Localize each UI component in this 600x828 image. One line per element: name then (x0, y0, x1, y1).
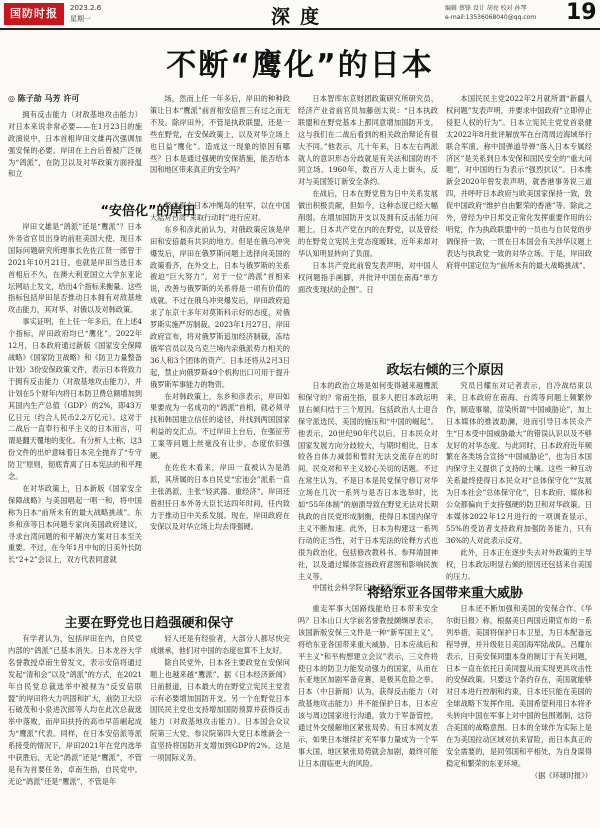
editors-credit: 编辑 蔡锋 设计 胡亮 校对 孙琴 e-mail:13536068040@qq.com (445, 5, 537, 21)
subheading-opposition-parties: 主要在野党也日趋强硬和保守 (64, 616, 234, 631)
column-2b (150, 633, 290, 823)
paragraph: 岸田文雄是“鸽派”还是“鹰派”？日本外务省官员出身的前驻美国大使、现日本国际问题研究所理事长佐佐江贤一郎曾于2021年10月21日，也就是岸田当选日本首相后不久，在澳大利亚国立大学东亚论坛网站上发文，给出4个指标来衡量。这些指标包括岸田是否推动日本拥有对敌基地攻击能力，其对华、对俄以及对韩政策。 (8, 222, 142, 315)
byline: ◎ 陈子劼 马芳 许可 (8, 94, 80, 103)
paragraph: 场，然而上任一年多后，岸田的种种政策让日本“鹰派”前首相安倍晋三有过之而无不及。除岸田外，不管是执政联盟，还是一些在野党，在安保政策上，以及对华立场上也日益“鹰化”。造成这一现象的原因有哪些？日本是通过强硬的安保措施，能否给本国和地区带来真正的安全吗？ (150, 94, 290, 175)
paragraph: 日本还不断加强和美国的安保合作。《华尔街日报》称，根据美日两国近期宣布的一系列举措，美国将保护日本卫星，为日本配备远程导弹，并升级驻日美国海军陆战队。吕耀东表示，日美安保同盟本身的制订于有关问题，日本一直在依托日美同盟从而实现更具攻击性的安保政策。只要这个条约存在，美国就能够对日本进行控制和约束，日本还只能在美国的全球战略下发挥作用。美国希望利用日本将矛头转向中国在军事上对中国的包围遏制，这符合美国的战略意图。日本的全球作为实际上是在为美国拉动区域对抗来冒险，而日本真正的安全需要的，是同邻国和平相处，为自身谋得稳定和繁荣的东亚环境。 (446, 604, 592, 768)
column-4 (446, 93, 592, 355)
paragraph: 中国社会科学院日本研究所研 (312, 583, 406, 593)
newspaper-logo: 国防时报 (4, 3, 64, 25)
masthead (0, 0, 600, 30)
section-title: 深度 (270, 6, 329, 28)
paragraph: 在对华政策上，日本新版《国家安全保障战略》与美国唱起一唱一和，将中国称为日本“前所未有的最大战略挑战”。东乡和彦等日本问题专家向美国政府建议，寻求台湾问题的和平解决方案对日本至关重要。不过，在今年1月中旬的日美外长防长“2+2”会议上，双方代表同意就 (8, 483, 142, 565)
column-3 (298, 93, 438, 355)
paragraph: 在佐佐木看来，岸田一直被认为是鸽派，其所属的日本自民党“宏池会”派系一直主张鸽派，主张“轻武器、重经济”。岸田还曾担任日本外务大臣长达四年时间，任内致力于推动日中关系发展。现在，岸田政府在安保以及对华立场上均去得强硬。 (150, 462, 290, 532)
column-2 (150, 200, 290, 606)
column-1 (8, 221, 142, 606)
intro-column (8, 93, 142, 193)
issue-date: 2023.2.6 星期一 (70, 4, 102, 23)
paragraph: 此外，日本正在逐步失去对外政策的主导权，日本政坛明显右倾的原因还包括来自美国的压力。 (446, 547, 592, 581)
paragraph: 日本智库东京财团政策研究所研究员、经济产业省前官员加藤创太说：“日本执政联盟和在野党基本上都同意增加国防开支，这与我们在二战后看到的相关政治辩论有很大不同。”他表示，几十年来，日本左右两派就人的意识形态分歧就是有关法和国防的不同立场。1960年，数百万人走上街头，反对与美国签订新安全条约。 (298, 94, 438, 187)
column-4c (446, 603, 592, 823)
paragraph: 日本共产党此前曾发表声明，对中国人权问题指手画脚，并批评中国在南海“单方面改变现状的企图”。日 (298, 260, 438, 294)
issue-weekday: 星期一 (70, 15, 91, 23)
paragraph: 日本的政治立场是如何变得越来越鹰派和保守的？常南生指，很多人把日本政坛明显右倾归结于三个原因。包括政治人士迎合保守派选民、美国的施压和“中国的崛起”。他表示，20世纪90年代以后，日本民众对国家发展方向分歧较大，与期时相比，日本较各自体力减弱和暂时无法交流存在的时间。民众对和平主义较心关切的话题。不过在常生认为，不是日本是民党保守修订对华立场在几次一系列与是否日本选举时，比如“55年体制”的崩溃导致在野党无法对长期执政的自民党形成制衡，使得日本国内保守主义不断加速。此外，日本为构建这一系列行动的正当性，对于日本宪法的诠释方式也很为政治化，包括修改教科书、参拜靖国神社，以及通过媒体宣扬政府意图和影响民族主义等。 (298, 381, 438, 581)
paragraph: 究员吕耀东对记者表示，自冷战结束以来，日本政府在南海、台湾等问题上频繁炒作，制造事端，渲染所谓“中国威胁论”，加上日本媒体的推波助澜，进而引导日本民众产生“日本受中国威胁最大”的错误认识以及不够友好的对华态度。与此同时，日本政府近年频繁在各类场合宣扬“中国威胁论”，也为日本国内保守主义提供了支持的土壤。这些一种互动关系最终使得日本民众对“总体保守化”“发展为日本社会”总体保守化”，日本政府、媒体和公众都偏向于支持强硬的防卫和对华政策。日本媒体2022年12月进行的一项调查显示，55%的受访者支持政府加强防务能力，只有36%的人对此表示反对。 (446, 381, 592, 545)
subheading-threat: 将给东亚各国带来重大威胁 (366, 586, 523, 601)
column-1b (8, 633, 142, 823)
article-headline: 不断“鹰化”的日本 (166, 48, 434, 83)
subheading-anbeihua: “安倍化”的岸田 (100, 204, 196, 219)
paragraph: 在战后，日本在野党曾为日中关系发展做出积极贡献，但如今，这种态度已经大幅削弱。在增加国防开支以及拥有反击能力问题上，日本共产党在内的在野党，以及曾经的在野党立宪民主党态度暧昧，近年来却对华认知明显转向了负面。 (298, 189, 438, 258)
paragraph: 整类军在日本冲绳岛的驻军，以在中国大陆对台湾“采取行动时”进行应对。 (150, 201, 290, 222)
paragraph: 轻人还是有经验者，大部分人都尽快完成继承，他们对中国的态度也算不上友好。 (150, 634, 290, 655)
column-3c (298, 603, 438, 823)
paragraph: 在对韩政策上，东乡和彦表示，岸田如果要成为一名成功的“鸽派”首相，就必须寻找和韩国建立信任的途径，并找到两国国家利益的交汇点。不过岸田上台后，在强征劳工案等问题上丝毫没有让步，态度依旧强硬。 (150, 391, 290, 461)
column-3b (298, 380, 438, 593)
intro-paragraph: 拥有反击能力（对敌基地攻击能力）对日本来说非常必要——在1月23日的施政演说中，日本首相岸田文雄再次强调加强安保的必要。岸田在上台后曾被广泛视为“鸽派”，在防卫以及对华政策方面持温和立 (8, 109, 142, 179)
paragraph: 有学者认为，包括岸田在内，自民党内部的“鸽派”已基本消失。日本龙谷大学名誉教授卓南生曾发文，表示安倍将通过发起“清和会”以及“鸽派”的方式，在2021年自民党总裁选举中被视为“反安倍联盟”的岸田将大力巩固和扩大，前防卫大臣石破茂和小泉进次郎等人均在此次总裁选举中落败，而岸田扶持的高市早苗崛起成为“鹰派”代表。同样，在日本安倍派等派系接受的情况下，岸田2021年在党内选举中获胜后，无论“鸽派”还是“鹰派”，不管是有为首要任务，卓南生指，自民党中，无论“鸽派”还是“鹰派”，不管是年 (8, 634, 142, 786)
paragraph: 事实证明，在上任一年多后，在上述4个指标，岸田政府均已“鹰化”。2022年12月，日本政府通过新版《国家安全保障战略》《国家防卫战略》和《防卫力量整备计划》3份安保政策文件，表示日本将致力于拥有反击能力（对敌基地攻击能力），并计划在5个财年内将日本防卫费总额增加到其国内生产总值（GDP）的2%，即43万亿日元（约合人民币2.2万亿元）。这对于二战后一直奉行和平主义的日本而言，可谓是翻天覆地的变化。有分析人士称，这3份文件的出炉意味着日本完全抛弃了“专守防卫”原则，彻底背离了日本宪法的和平理念。 (8, 317, 142, 482)
source-credit: （据《环球时报》） (530, 770, 592, 780)
column-4b (446, 380, 592, 581)
paragraph: 除自民党外，日本各主要政党在安保问题上也越来越“鹰派”。据《日本经济新闻》日前报道，日本最大的在野党立宪民主党表示有必要增加国防开支。另一个在野党日本国民民主党也支持增加国防预算并获得反击能力（对敌基地攻击能力）。日本国会众议院第三大党、参议院第四大党日本维新会一直坚持将国防开支增加到GDP的2%。这是一项国际义务。 (150, 657, 290, 763)
paragraph: 东乡和彦此前认为，对俄政策应该是岸田和安倍最有共识的地方。但是在俄乌冲突爆发后，岸田在俄罗斯问题上选择向美国的政策看齐，在外交上，日本与俄罗斯的关系被迫“巨大努力”。对于一位“鸽派”首相来说，改善与俄罗斯的关系将是一项有价值的成就。不过在俄乌冲突爆发后，岸田政府追求了东京十多年对莫斯科示好的态度，对俄罗斯实施严厉制裁。2023年1月27日，岸田政府宣布，将对俄罗斯追加经济制裁，冻结俄军官员以及乌克兰境内亲俄派势力相关的36人和3个团体的资产。日本还将从2月3日起，禁止向俄罗斯49个机构出口可用于提升俄罗斯军事能力的物资。 (150, 224, 290, 389)
subheading-three-reasons: 政坛右倾的三个原因 (386, 363, 504, 378)
paragraph: 重走军事大国路线能给日本带来安全吗？日本山口大学前名誉教授纐缬厚表示，该国新版安保三文件是一种“新军国主义”，将给东亚各国带来重大威胁。日本应战后和平主义“和平构想建立会议”表示，三文件将使日本的防卫力能发动强力的国家，从而在东亚地区加剧军备竞赛，是极其危险之举。日本（中日新闻）认为，获得反击能力（对敌基地攻击能力）并不能保护日本，日本应该与周边国家进行沟通，致力于军备管控，通过外交缓解地区紧张局势。有日本网友表示，如果日本继续扩充军事力量成为一个军事大国，地区紧张局势就会加剧，最终可能让日本面临更大的风险。 (298, 604, 438, 768)
contact-email: e-mail:13536068040@qq.com (445, 14, 537, 21)
paragraph: 本国民民主党2022年2月就所谓“新疆人权问题”发表声明，并要求中国政府“立即停止侵犯人权的行为”。日本立宪民主党党首泉健太2022年8月批评解放军在台湾周边海域举行联合军演，称中国弹道导弹“落入日本专属经济区”是关系到日本安保和国民安全的“重大问题”，对中国的行为表示“强烈抗议”。日本维新会2020年曾发表声明，就香港事务说三道四，并呼吁日本政府与欧美国家保持一致，敦促中国政府“维护自由繁荣的香港”等。除此之外，曾经为中日邦交正常化发挥重要作用的公明党，作为执政联盟中的一员也与自民党的步调保持一致，一贯在日本国会有关涉华议题上表达与执政党一致的对华立场。于是，岸田政府将中国定位为“前所未有的最大战略挑战”。 (446, 94, 592, 270)
intro-column-2 (150, 93, 290, 193)
page-number: 19 (566, 0, 597, 25)
